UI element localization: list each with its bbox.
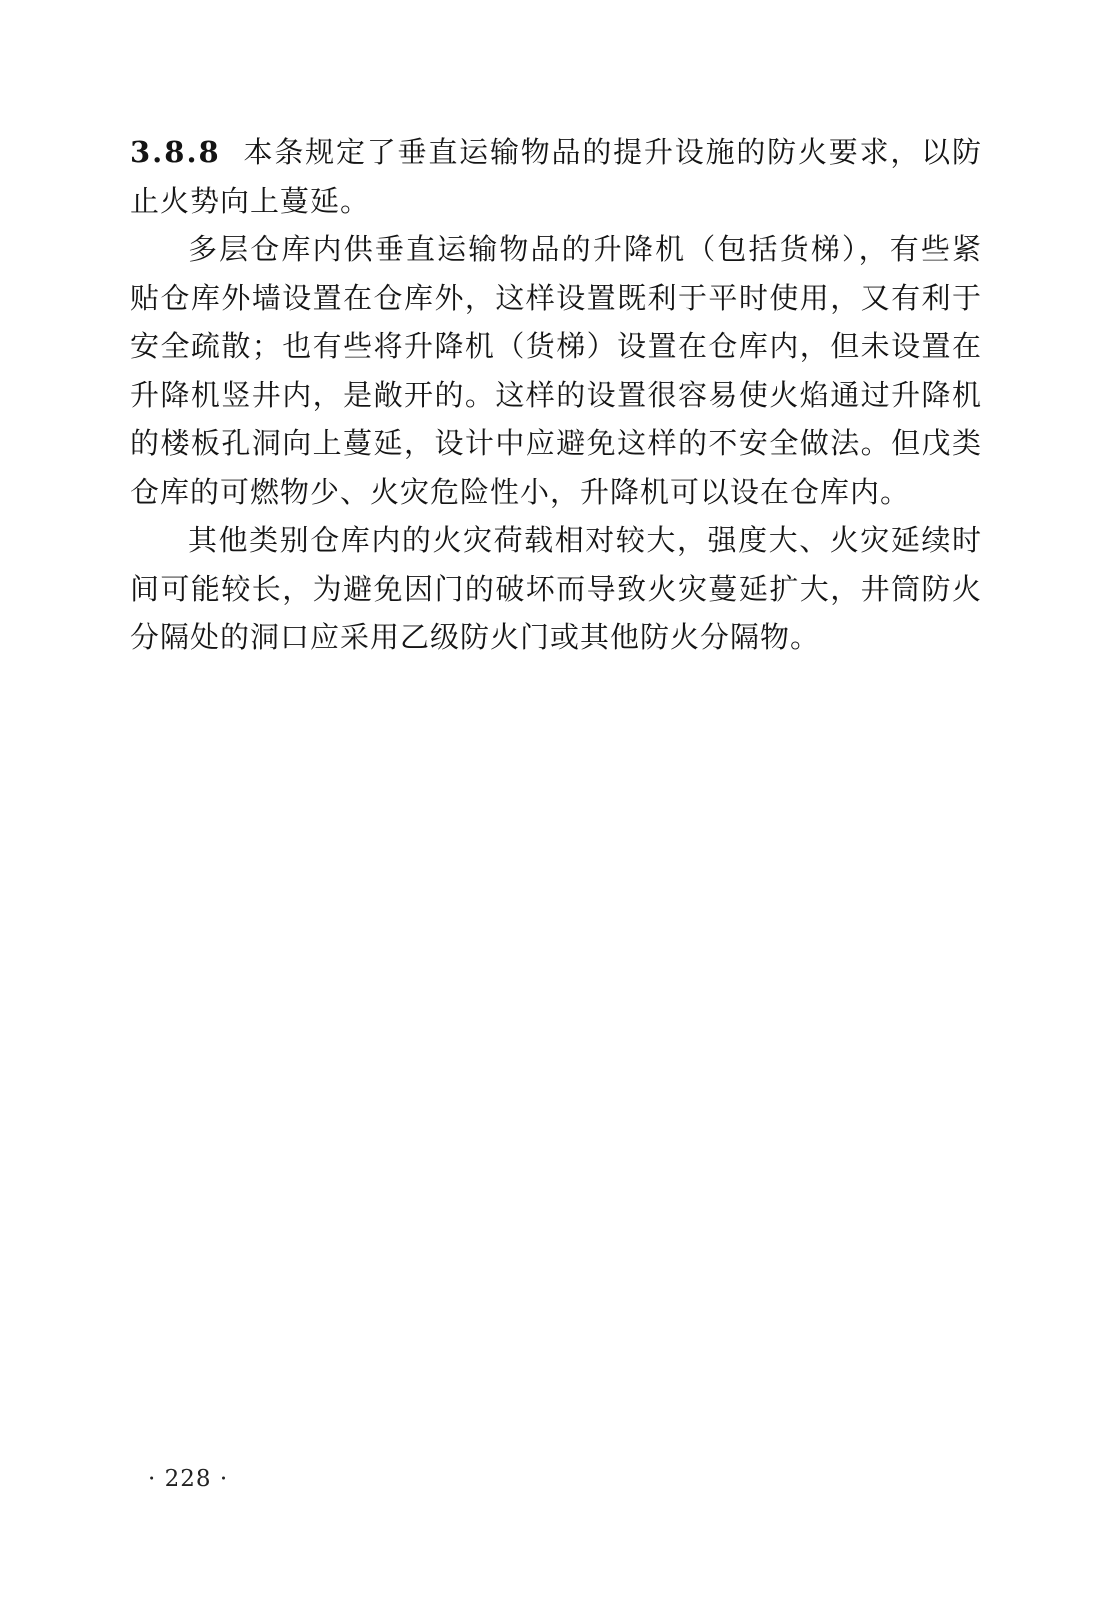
clause-text: 本条规定了垂直运输物品的提升设施的防火要求，以防止火势向上蔓延。 — [130, 135, 982, 218]
paragraph-fire-load: 其他类别仓库内的火灾荷载相对较大，强度大、火灾延续时间可能较长，为避免因门的破坏而导致火灾蔓延扩大，井筒防火分隔处的洞口应采用乙级防火门或其他防火分隔物。 — [130, 523, 982, 654]
body-text — [130, 128, 982, 662]
clause-paragraph — [130, 128, 982, 225]
page-number: · 228 · — [148, 1466, 229, 1492]
clause-number: 3.8.8 — [130, 135, 221, 169]
paragraph-elevators: 多层仓库内供垂直运输物品的升降机（包括货梯），有些紧贴仓库外墙设置在仓库外，这样设置既利于平时使用，又有利于安全疏散；也有些将升降机（货梯）设置在仓库内，但未设置在升降机竖井内，是敞开的。这样的设置很容易使火焰通过升降机的楼板孔洞向上蔓延，设计中应避免这样的不安全做法。但戊类仓库的可燃物少、火灾危险性小，升降机可以设在仓库内。 — [130, 232, 982, 509]
